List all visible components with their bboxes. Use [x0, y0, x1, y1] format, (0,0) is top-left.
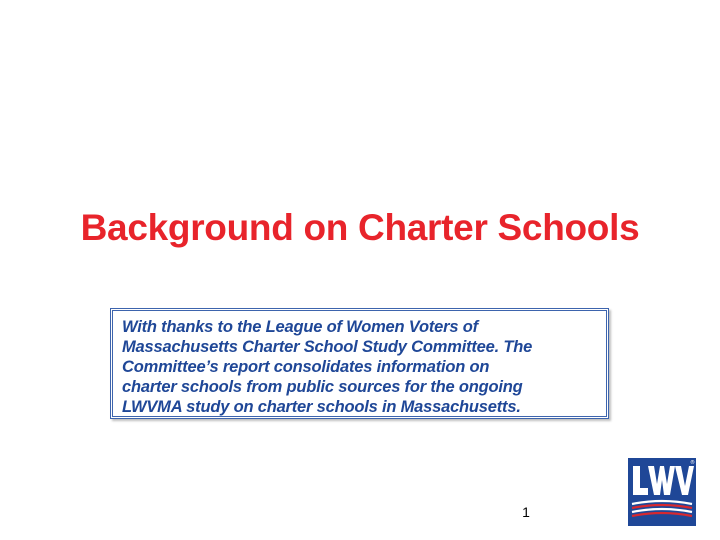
acknowledgement-text	[122, 317, 598, 417]
acknowledgement-line: charter schools from public sources for the ongoing	[122, 378, 523, 396]
acknowledgement-line: With thanks to the League of Women Voters of	[122, 318, 478, 336]
acknowledgement-line: Committee’s report consolidates information on	[122, 358, 490, 376]
acknowledgement-box	[110, 308, 609, 419]
acknowledgement-line: LWVMA study on charter schools in Massachusetts.	[122, 398, 521, 416]
acknowledgement-line: Massachusetts Charter School Study Committee. The	[122, 338, 533, 356]
registered-mark: ®	[690, 460, 695, 466]
lwv-logo-icon	[628, 458, 696, 526]
page-number: 1	[522, 504, 530, 520]
slide-title: Background on Charter Schools	[80, 207, 640, 248]
